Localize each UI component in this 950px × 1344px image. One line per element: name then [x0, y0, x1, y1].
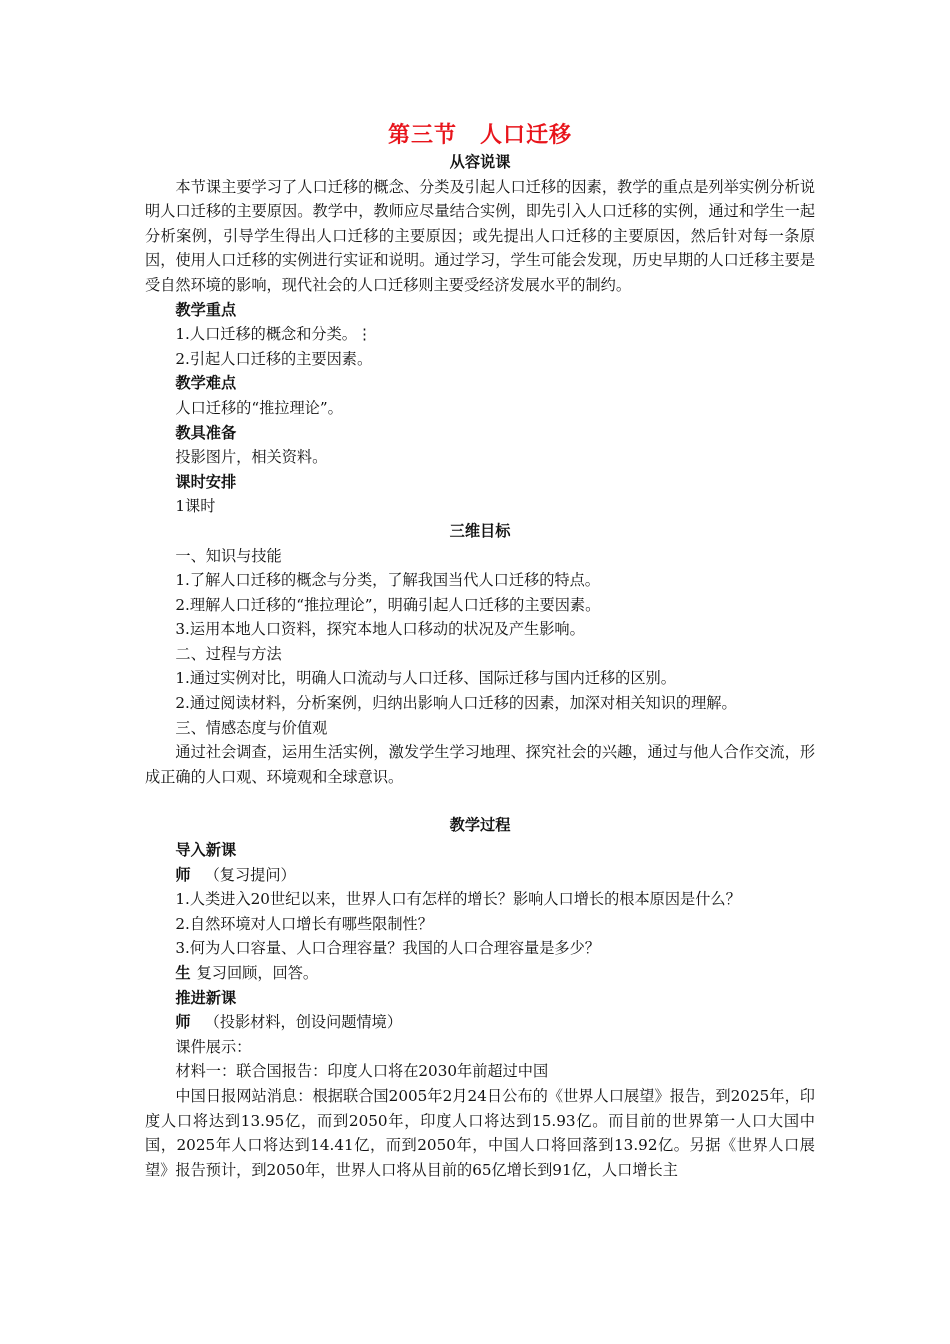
teacher-note: （投影材料，创设问题情境） [204, 1013, 403, 1032]
teaching-process-heading: 教学过程 [449, 816, 511, 835]
teacher-line [145, 863, 815, 888]
tools-heading: 教具准备 [175, 423, 237, 442]
material-title: 材料一：联合国报告：印度人口将在2030年前超过中国 [175, 1062, 549, 1081]
objectives-heading: 三维目标 [449, 521, 511, 540]
document-content [145, 120, 815, 1182]
intro-lesson-heading: 导入新课 [175, 841, 237, 860]
key-point-item: 1.人口迁移的概念和分类。⋮ [175, 325, 373, 344]
key-point-item: 2.引起人口迁移的主要因素。 [175, 349, 373, 368]
knowledge-heading: 一、知识与技能 [175, 546, 282, 565]
teacher-label: 师 [175, 865, 191, 884]
advance-lesson-heading: 推进新课 [175, 988, 237, 1007]
schedule-text: 1课时 [175, 497, 216, 516]
question-item: 2.自然环境对人口增长有哪些限制性？ [175, 914, 433, 933]
question-item: 1.人类进入20世纪以来，世界人口有怎样的增长？影响人口增长的根本原因是什么？ [175, 890, 741, 909]
emotion-heading: 三、情感态度与价值观 [175, 718, 328, 737]
student-text: 复习回顾，回答。 [196, 964, 319, 982]
process-method-heading: 二、过程与方法 [175, 644, 282, 663]
emotion-text: 通过社会调查，运用生活实例，激发学生学习地理、探究社会的兴趣，通过与他人合作交流，形成正确的人口观、环境观和全球意识。 [145, 743, 815, 786]
question-item: 3.何为人口容量、人口合理容量？我国的人口合理容量是多少？ [175, 939, 600, 958]
objective-item: 2.理解人口迁移的“推拉理论”，明确引起人口迁移的主要因素。 [175, 595, 601, 614]
intro-heading: 从容说课 [449, 153, 511, 171]
intro-paragraph: 本节课主要学习了人口迁移的概念、分类及引起人口迁移的因素，教学的重点是列举实例分析说明人口迁移的主要原因。教学中，教师应尽量结合实例，即先引入人口迁移的实例，通过和学生一起分析案例，引导学生得出人口迁移的主要原因；或先提出人口迁移的主要原因，然后针对每一条原因，使用人口迁移的实例进行实证和说明。通过学习，学生可能会发现，历史早期的人口迁移主要是受自然环境的影响，现代社会的人口迁移则主要受经济发展水平的制约。 [145, 177, 815, 294]
student-line [145, 961, 815, 986]
schedule-heading: 课时安排 [175, 472, 237, 491]
student-label: 生 [175, 964, 191, 982]
page-title: 第三节 人口迁移 [387, 122, 572, 148]
spacer [145, 789, 815, 813]
teacher-label: 师 [175, 1013, 191, 1032]
tools-text: 投影图片，相关资料。 [175, 448, 328, 467]
material-text: 中国日报网站消息：根据联合国2005年2月24日公布的《世界人口展望》报告，到2025年，印度人口将达到13.95亿，而到2050年，印度人口将达到15.93亿。而目前的世界第一人口大国中国，2025年人口将达到14.41亿，而到2050年，中国人口将回落到13.92亿。另据《世界人口展望》报告预计，到2050年，世界人口将从目前的65亿增长到91亿，人口增长主 [145, 1086, 815, 1179]
objective-item: 2.通过阅读材料，分析案例，归纳出影响人口迁移的因素，加深对相关知识的理解。 [175, 694, 737, 713]
key-points-heading: 教学重点 [175, 300, 237, 319]
objective-item: 3.运用本地人口资料，探究本地人口移动的状况及产生影响。 [175, 620, 585, 639]
courseware-label: 课件展示： [175, 1037, 252, 1056]
teacher-line [145, 1010, 815, 1035]
difficulty-heading: 教学难点 [175, 374, 237, 393]
teacher-note: （复习提问） [204, 865, 296, 884]
objective-item: 1.通过实例对比，明确人口流动与人口迁移、国际迁移与国内迁移的区别。 [175, 669, 676, 688]
difficulty-text: 人口迁移的“推拉理论”。 [175, 398, 343, 417]
objective-item: 1.了解人口迁移的概念与分类，了解我国当代人口迁移的特点。 [175, 571, 600, 590]
